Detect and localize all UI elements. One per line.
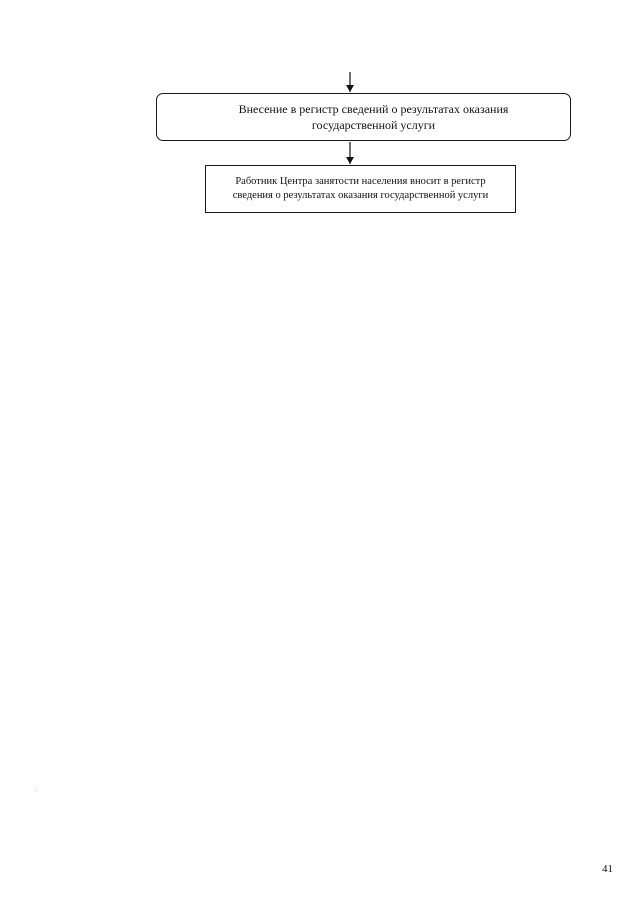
scan-speck [35,790,36,791]
stage-box-register-entry [156,93,571,141]
stage-box-text: Внесение в регистр сведений о результатах оказания государственной услуги [238,102,509,132]
action-box-text: Работник Центра занятости населения вносит в регистр сведения о результатах оказания государственной услуги [232,176,489,201]
page-number: 41 [602,863,613,875]
action-box-employee-enters [205,165,516,213]
